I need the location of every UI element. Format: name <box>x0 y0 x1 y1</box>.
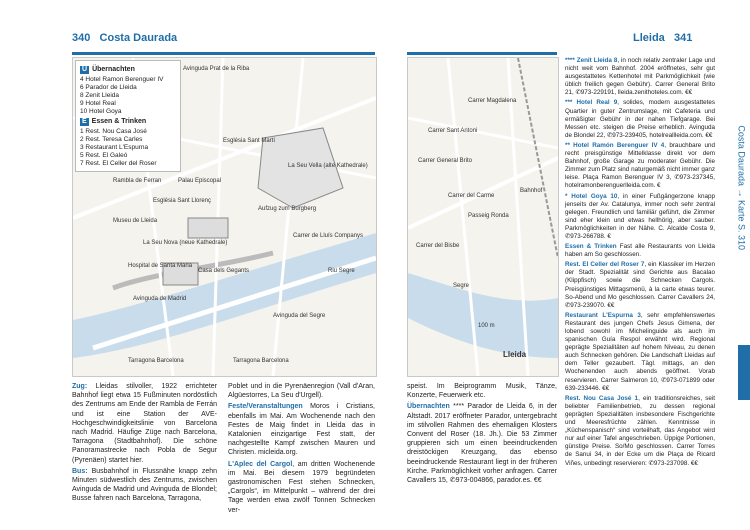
map-label: La Seu Vella (alte Kathedrale) <box>288 163 368 169</box>
paragraph: Restaurant L'Espurna 3, sehr empfehlenswertes Restaurant des jungen Chefs Jesus Gimena, der lobend sowohl im Michelinguide als auch im spanischen Guía Respol erwähnt wird. Regional geprägte Spezialitäten auf hohem Niveau, zu denen auch Schnecken gehören. Die Landschaft Lleidas auf dem Teller gezaubert. Tägl. mittags, an den Wochenenden auch abends geöffnet. Vorab reservieren. Carrer Salmeron 10, ✆973-071899 oder 639-233446. €€ <box>565 311 715 392</box>
paragraph: ** Hotel Ramón Berenguer IV 4, brauchbare und recht preisgünstige Mittelklasse direkt vor dem Bahnhof, große Garage zu moderater Gebühr. Die Zimmer zum Platz sind naturgemäß nicht immer ganz leise. Plaça Ramon Berenguer IV 3, ✆973-237345, hotelramonberenguerlleida.com. € <box>565 141 715 190</box>
map-label: Passeig Ronda <box>468 213 509 219</box>
legend-item: 6 Parador de Lleida <box>80 84 137 91</box>
paragraph: Rest. Nou Casa José 1, ein traditionsreiches, seit beliebter Familienbetrieb, zu dessen regional geprägten Spezialitäten insbesondere Fischgerichte und Meeresfrüchte zählen. Kenntnisse in „Küchenspanisch“ sind vorteilhaft, das Angebot wird nur auf einer Tafel angeschrieben. Üppige Portionen, günstige Preise. So/Mo geschlossen. Carrer Torres de Sanui 34, in der Ecke um die Plaça de Ricard Viñes, unbedingt reservieren: ✆973-237098. €€ <box>565 394 715 467</box>
map-label: Palau Episcopal <box>178 178 222 184</box>
legend-item: 8 Zenit Lleida <box>80 92 120 99</box>
left-text-col1 <box>72 382 217 504</box>
side-tab-bar <box>738 345 750 400</box>
paragraph: * Hotel Goya 10, in einer Fußgängerzone knapp jenseits der Av. Catalunya, immer noch sehr zentral gelegen. Freundlich und familiär geführt, die Zimmer sind eher klein und etwas hellhörig, aber sauber. Parkmöglichkeiten in der Nähe. C. Alcalde Costa 9, ✆973-266788. € <box>565 192 715 240</box>
map-label: Carrer de Lluís Companys <box>293 233 364 239</box>
paragraph: *** Hotel Real 9, solides, modern ausgestattetes Quartier in guter Zentrumslage, mit Cafeteria und ermäßigter Gebühr in der nahen Tiefgarage. Bei Messen etc. steigen die Preise erheblich. Avinguda de Blondel 22, ✆973-239405, hotelreallleida.com. €€ <box>565 99 715 139</box>
map-label: Avinguda del Segre <box>273 313 326 319</box>
paragraph: **** Zenit Lleida 8, in noch relativ zentraler Lage und nicht weit vom Bahnhof. 2004 eröffnetes, sehr gut ausgestattetes Kettenhotel mit Parkmöglichkeit (wie üblich freilich gegen Gebühr). Carrer General Brito 21, ✆973-229191, lleida.zenithoteles.com. €€ <box>565 57 715 97</box>
left-page-header <box>72 32 177 52</box>
restaurant-icon: E <box>82 118 87 125</box>
map-label: Bahnhof <box>520 188 543 194</box>
map-label: Carrer Magdalena <box>468 98 517 104</box>
right-page-header <box>633 32 692 52</box>
city-map-left <box>72 57 377 377</box>
legend-item: 2 Rest. Teresa Carles <box>80 136 143 143</box>
map-label: Carrer General Brito <box>418 158 473 164</box>
legend-item: 7 Rest. El Celler del Roser <box>80 160 157 167</box>
header-rule-right <box>407 52 557 55</box>
running-head-left: Costa Daurada <box>99 32 178 44</box>
map-label: Carrer del Carme <box>448 193 495 199</box>
legend-item: 3 Restaurant L'Espurna <box>80 144 149 151</box>
map-label: Hospital de Santa Maria <box>128 263 193 269</box>
map-label: Tarragona Barcelona <box>233 358 289 364</box>
map-label: Museu de Lleida <box>113 218 158 224</box>
header-rule-left <box>72 52 375 55</box>
paragraph: L'Aplec del Cargol, am dritten Wochenende im Mai. Bei diesem 1979 begründeten gastronomischen Fest stehen Schnecken, „Cargols“, im Mittelpunkt – während der drei Tage werden etwa zwölf Tonnen Schnecken ver- <box>228 460 375 514</box>
map-label: Església Sant Llorenç <box>153 198 212 204</box>
paragraph: Zug: Lleidas stilvoller, 1922 errichteter Bahnhof liegt etwa 15 Fußminuten nordöstlich des Zentrums am Ende der Rambla de Ferrán und ist eine Station der AVE-Hochgeschwindigkeitslinie von Barcelona nach Madrid. Häufige Züge nach Barcelona, Tarragona (Stadtbahnhof). Die schöne Panoramastrecke nach Pobla de Segur (Pyrenäen) startet hier. <box>72 383 217 464</box>
map-label: Riu Segre <box>328 268 355 274</box>
map-label: Carrer del Bisbe <box>416 243 460 249</box>
running-head-right: Lleida <box>633 32 665 44</box>
map-label: Església Sant Martí <box>223 138 276 144</box>
map-label: Casa dels Gegants <box>198 268 250 274</box>
paragraph: Essen & Trinken Fast alle Restaurants von Lleida haben am So geschlossen. <box>565 243 715 259</box>
right-page <box>375 0 750 530</box>
right-text-col2 <box>565 57 715 468</box>
city-map-right <box>407 57 559 377</box>
map-label: Avinguda Prat de la Riba <box>183 66 250 72</box>
map-label: Lleida <box>503 350 527 359</box>
map-label: Tarragona Barcelona <box>128 358 184 364</box>
legend-eat-head: E Essen & Trinken <box>82 118 147 125</box>
paragraph: speist. Im Beiprogramm Musik, Tänze, Konzerte, Feuerwerk etc. <box>407 383 557 400</box>
page-number-right: 341 <box>673 32 693 44</box>
paragraph: Übernachten **** Parador de Lleida 6, in der Altstadt. 2017 eröffneter Parador, untergebracht im stilvollen Rahmen des ehemaligen Klosters Convent del Roser (18. Jh.). Die 53 Zimmer gruppieren sich um einen beeindruckenden dreistöckigen Kreuzgang, das ebenso beeindruckende Restaurant liegt in der früheren Kirche. Parkmöglichkeit vorher anfragen. Carrer Cavallers 15, ✆973-004866, parador.es. €€ <box>407 403 557 485</box>
paragraph: Bus: Busbahnhof in Flussnähe knapp zehn Minuten südwestlich des Zentrums, zwischen Avinguda de Madrid und Avinguda de Blondel; Busse fahren nach Barcelona, Tarragona, <box>72 467 217 503</box>
left-text-col2 <box>228 382 375 515</box>
map-label: La Seu Nova (neue Kathedrale) <box>143 240 228 246</box>
page-number-left: 340 <box>72 32 91 44</box>
map-legend <box>75 60 181 172</box>
paragraph: Rest. El Celler del Roser 7, ein Klassiker im Herzen der Stadt. Spezialität sind Gerichte aus Bacalao (Klippfisch) sowie die Schnecken Cargols. Preisgünstiges Mittagsmenü, à la carte etwas teurer. So-Abend und Mo geschlossen. Carrer Cavallers 24, ✆973-239070. €€ <box>565 261 716 309</box>
legend-item: 5 Rest. El Galeó <box>80 152 128 159</box>
legend-item: 1 Rest. Nou Casa José <box>80 128 147 135</box>
map-label: Aufzug zum Burgberg <box>258 206 317 212</box>
paragraph: Poblet und in die Pyrenäenregion (Vall d'Aran, Algüestorres, La Seu d'Urgell). <box>228 383 375 400</box>
legend-item: 4 Hotel Ramon Berenguer IV <box>80 76 164 83</box>
paragraph: Feste/Veranstaltungen Moros i Cristians, ebenfalls im Mai. Am Wochenende nach den Festes de Maig findet in Lleida das in Katalonien einzigartige Fest statt, der nachgestellte Kampf zwischen Mauren und Christen. micleida.org. <box>228 403 375 457</box>
right-text-col1 <box>407 382 557 485</box>
legend-item: 10 Hotel Goya <box>80 108 122 115</box>
sleep-icon: Ü <box>82 66 88 73</box>
legend-item: 9 Hotel Real <box>80 100 116 107</box>
map-label: Rambla de Ferran <box>113 178 162 184</box>
map-label: Avinguda de Madrid <box>133 296 187 302</box>
map-label: Carrer Sant Antoni <box>428 128 478 134</box>
legend-sleep-head: Ü Übernachten <box>82 66 135 73</box>
map-scale: 100 m <box>478 323 495 329</box>
map-label: Segre <box>453 283 470 289</box>
side-tab-label: Costa Daurada → Karte S. 310 <box>737 125 747 250</box>
